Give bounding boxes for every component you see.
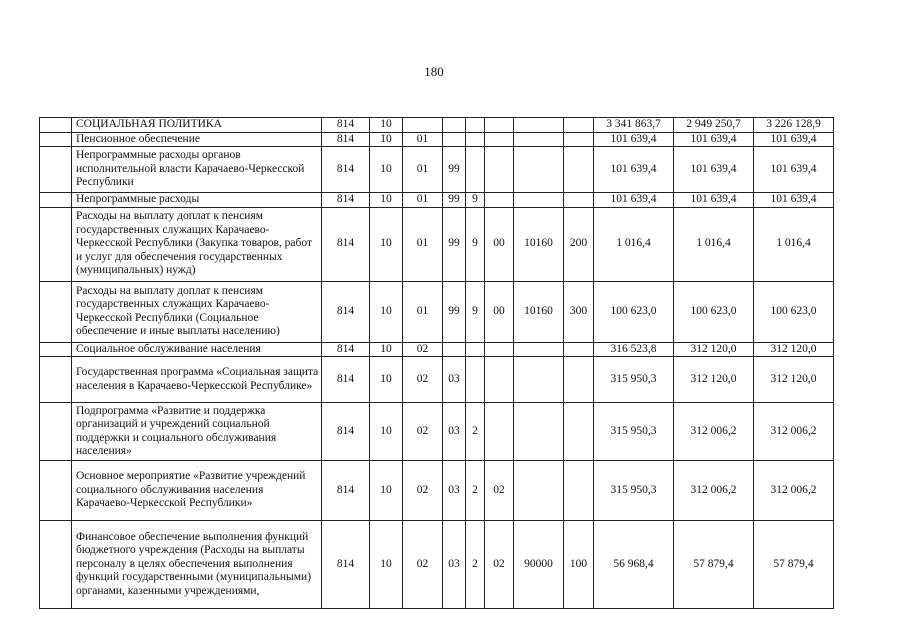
activity-cell — [485, 342, 514, 357]
row-index-cell — [40, 132, 72, 147]
amount-year-3: 312 120,0 — [754, 342, 834, 357]
amount-year-1: 315 950,3 — [594, 403, 674, 461]
rz-cell: 10 — [370, 207, 403, 281]
amount-year-1: 101 639,4 — [594, 147, 674, 193]
amount-year-1: 101 639,4 — [594, 132, 674, 147]
table-row — [40, 521, 834, 609]
amount-year-1: 3 341 863,7 — [594, 118, 674, 133]
pr-cell: 02 — [403, 403, 443, 461]
row-name: Финансовое обеспечение выполнения функций бюджетного учреждения (Расходы на выплаты персоналу в целях обеспечения выполнения функций государственными (муниципальными) органами, казенными учреждениями, — [72, 521, 322, 609]
program-cell: 03 — [443, 461, 466, 521]
expense-type-cell — [564, 342, 594, 357]
expense-type-cell: 100 — [564, 521, 594, 609]
pr-cell: 02 — [403, 521, 443, 609]
amount-year-3: 312 006,2 — [754, 403, 834, 461]
expense-type-cell — [564, 147, 594, 193]
amount-year-1: 316 523,8 — [594, 342, 674, 357]
table-row — [40, 193, 834, 208]
table-row — [40, 461, 834, 521]
rz-cell: 10 — [370, 118, 403, 133]
table-row — [40, 281, 834, 342]
row-name: Социальное обслуживание населения — [72, 342, 322, 357]
amount-year-2: 101 639,4 — [674, 147, 754, 193]
rz-cell: 10 — [370, 403, 403, 461]
direction-code-cell — [514, 118, 564, 133]
row-index-cell — [40, 193, 72, 208]
row-name: Непрограммные расходы органов исполнительной власти Карачаево-Черкесской Республики — [72, 147, 322, 193]
activity-cell — [485, 403, 514, 461]
amount-year-3: 312 006,2 — [754, 461, 834, 521]
amount-year-2: 312 006,2 — [674, 403, 754, 461]
expense-type-cell — [564, 118, 594, 133]
amount-year-1: 315 950,3 — [594, 357, 674, 403]
pr-cell: 02 — [403, 342, 443, 357]
rz-cell: 10 — [370, 461, 403, 521]
direction-code-cell — [514, 403, 564, 461]
table-row — [40, 118, 834, 133]
row-index-cell — [40, 118, 72, 133]
amount-year-1: 1 016,4 — [594, 207, 674, 281]
expense-type-cell — [564, 403, 594, 461]
subprogram-cell: 2 — [466, 521, 485, 609]
amount-year-1: 100 623,0 — [594, 281, 674, 342]
amount-year-1: 315 950,3 — [594, 461, 674, 521]
rz-cell: 10 — [370, 281, 403, 342]
row-index-cell — [40, 207, 72, 281]
program-cell: 03 — [443, 403, 466, 461]
amount-year-2: 2 949 250,7 — [674, 118, 754, 133]
activity-cell — [485, 118, 514, 133]
program-cell: 99 — [443, 281, 466, 342]
rz-cell: 10 — [370, 147, 403, 193]
amount-year-3: 1 016,4 — [754, 207, 834, 281]
grbs-cell: 814 — [322, 342, 370, 357]
pr-cell: 01 — [403, 281, 443, 342]
activity-cell — [485, 132, 514, 147]
rz-cell: 10 — [370, 342, 403, 357]
subprogram-cell — [466, 342, 485, 357]
activity-cell — [485, 147, 514, 193]
pr-cell: 01 — [403, 132, 443, 147]
subprogram-cell — [466, 118, 485, 133]
pr-cell: 02 — [403, 357, 443, 403]
subprogram-cell: 2 — [466, 403, 485, 461]
direction-code-cell — [514, 147, 564, 193]
row-name: Пенсионное обеспечение — [72, 132, 322, 147]
program-cell: 99 — [443, 147, 466, 193]
table-row — [40, 147, 834, 193]
grbs-cell: 814 — [322, 521, 370, 609]
grbs-cell: 814 — [322, 132, 370, 147]
row-index-cell — [40, 461, 72, 521]
subprogram-cell: 9 — [466, 207, 485, 281]
row-index-cell — [40, 357, 72, 403]
rz-cell: 10 — [370, 132, 403, 147]
direction-code-cell: 90000 — [514, 521, 564, 609]
program-cell — [443, 118, 466, 133]
subprogram-cell — [466, 357, 485, 403]
amount-year-2: 100 623,0 — [674, 281, 754, 342]
subprogram-cell: 9 — [466, 281, 485, 342]
program-cell: 03 — [443, 521, 466, 609]
direction-code-cell: 10160 — [514, 281, 564, 342]
activity-cell: 02 — [485, 461, 514, 521]
table-row — [40, 132, 834, 147]
activity-cell: 00 — [485, 207, 514, 281]
activity-cell — [485, 357, 514, 403]
amount-year-3: 100 623,0 — [754, 281, 834, 342]
table-row — [40, 207, 834, 281]
row-index-cell — [40, 521, 72, 609]
amount-year-2: 312 120,0 — [674, 342, 754, 357]
subprogram-cell: 9 — [466, 193, 485, 208]
pr-cell: 01 — [403, 147, 443, 193]
amount-year-3: 312 120,0 — [754, 357, 834, 403]
row-name: Расходы на выплату доплат к пенсиям государственных служащих Карачаево-Черкесской Республики (Социальное обеспечение и иные выплаты населению) — [72, 281, 322, 342]
expense-type-cell: 200 — [564, 207, 594, 281]
amount-year-3: 101 639,4 — [754, 132, 834, 147]
row-index-cell — [40, 147, 72, 193]
grbs-cell: 814 — [322, 118, 370, 133]
expense-type-cell — [564, 193, 594, 208]
direction-code-cell — [514, 193, 564, 208]
expense-type-cell — [564, 461, 594, 521]
amount-year-3: 3 226 128,9 — [754, 118, 834, 133]
direction-code-cell: 10160 — [514, 207, 564, 281]
amount-year-3: 101 639,4 — [754, 193, 834, 208]
row-name: Расходы на выплату доплат к пенсиям государственных служащих Карачаево-Черкесской Республики (Закупка товаров, работ и услуг для обеспечения государственных (муниципальных) нужд) — [72, 207, 322, 281]
grbs-cell: 814 — [322, 461, 370, 521]
grbs-cell: 814 — [322, 207, 370, 281]
amount-year-1: 101 639,4 — [594, 193, 674, 208]
amount-year-3: 101 639,4 — [754, 147, 834, 193]
row-name: СОЦИАЛЬНАЯ ПОЛИТИКА — [72, 118, 322, 133]
direction-code-cell — [514, 357, 564, 403]
row-name: Государственная программа «Социальная защита населения в Карачаево-Черкесской Республике» — [72, 357, 322, 403]
rz-cell: 10 — [370, 521, 403, 609]
amount-year-1: 56 968,4 — [594, 521, 674, 609]
grbs-cell: 814 — [322, 193, 370, 208]
row-index-cell — [40, 342, 72, 357]
direction-code-cell — [514, 342, 564, 357]
pr-cell — [403, 118, 443, 133]
program-cell: 03 — [443, 357, 466, 403]
grbs-cell: 814 — [322, 281, 370, 342]
rz-cell: 10 — [370, 193, 403, 208]
row-index-cell — [40, 403, 72, 461]
program-cell — [443, 132, 466, 147]
amount-year-2: 312 006,2 — [674, 461, 754, 521]
amount-year-2: 1 016,4 — [674, 207, 754, 281]
row-index-cell — [40, 281, 72, 342]
direction-code-cell — [514, 461, 564, 521]
page-number: 180 — [424, 64, 444, 79]
activity-cell: 00 — [485, 281, 514, 342]
amount-year-2: 57 879,4 — [674, 521, 754, 609]
subprogram-cell — [466, 147, 485, 193]
expense-type-cell — [564, 357, 594, 403]
pr-cell: 01 — [403, 193, 443, 208]
program-cell: 99 — [443, 193, 466, 208]
subprogram-cell — [466, 132, 485, 147]
grbs-cell: 814 — [322, 403, 370, 461]
grbs-cell: 814 — [322, 147, 370, 193]
row-name: Непрограммные расходы — [72, 193, 322, 208]
table-row — [40, 342, 834, 357]
budget-table — [39, 117, 834, 609]
expense-type-cell — [564, 132, 594, 147]
subprogram-cell: 2 — [466, 461, 485, 521]
amount-year-2: 101 639,4 — [674, 132, 754, 147]
amount-year-2: 101 639,4 — [674, 193, 754, 208]
grbs-cell: 814 — [322, 357, 370, 403]
pr-cell: 02 — [403, 461, 443, 521]
program-cell — [443, 342, 466, 357]
activity-cell: 02 — [485, 521, 514, 609]
program-cell: 99 — [443, 207, 466, 281]
amount-year-3: 57 879,4 — [754, 521, 834, 609]
direction-code-cell — [514, 132, 564, 147]
expense-type-cell: 300 — [564, 281, 594, 342]
table-row — [40, 357, 834, 403]
row-name: Подпрограмма «Развитие и поддержка организаций и учреждений социальной поддержки и социального обслуживания населения» — [72, 403, 322, 461]
row-name: Основное мероприятие «Развитие учреждений социального обслуживания населения Карачаево-Черкесской Республики» — [72, 461, 322, 521]
table-row — [40, 403, 834, 461]
amount-year-2: 312 120,0 — [674, 357, 754, 403]
activity-cell — [485, 193, 514, 208]
rz-cell: 10 — [370, 357, 403, 403]
pr-cell: 01 — [403, 207, 443, 281]
